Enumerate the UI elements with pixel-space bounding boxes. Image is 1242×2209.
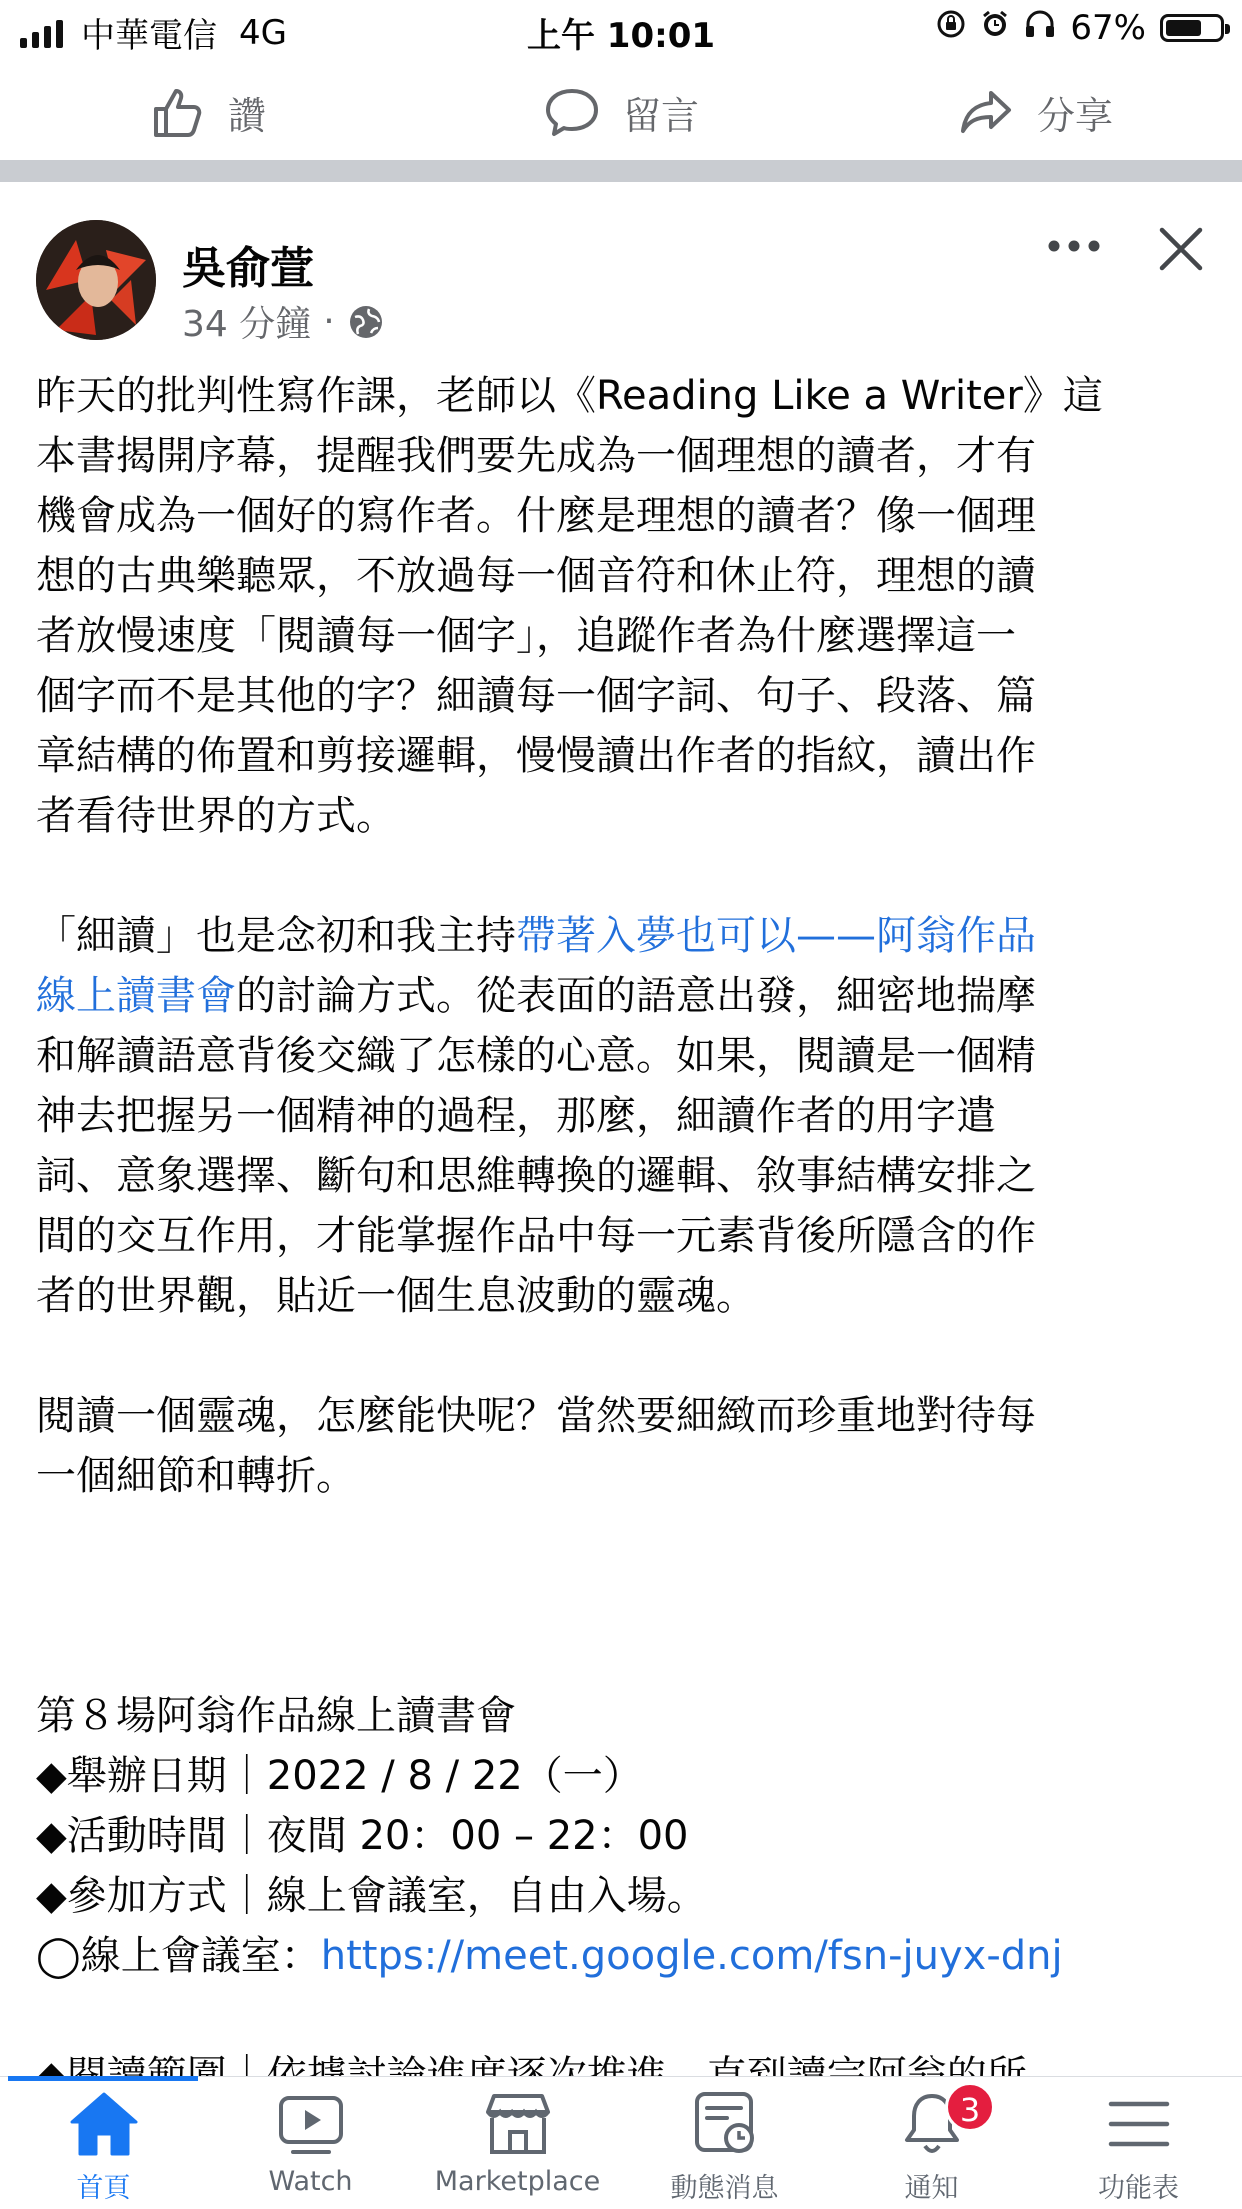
- battery-fill: [1166, 20, 1201, 36]
- text-line: 者看待世界的方式。: [36, 793, 396, 839]
- more-options-icon[interactable]: [1046, 226, 1102, 266]
- close-icon[interactable]: [1156, 224, 1206, 274]
- text-line: 機會成為一個好的寫作者。什麼是理想的讀者？像一個理: [36, 493, 1036, 539]
- tab-menu[interactable]: [1035, 2088, 1242, 2205]
- clock: 上午 10:01: [526, 16, 716, 56]
- event-time: ◆活動時間｜夜間 20：00 – 22：00: [36, 1813, 689, 1859]
- tab-label: Marketplace: [434, 2166, 601, 2197]
- status-bar: [0, 0, 1242, 62]
- reading-group-link-continued[interactable]: 線上讀書會: [36, 973, 236, 1019]
- text-line: 者放慢速度「閱讀每一個字」，追蹤作者為什麼選擇這一: [36, 613, 1016, 659]
- event-join-method: ◆參加方式｜線上會議室，自由入場。: [36, 1873, 707, 1919]
- headphones-icon: [1024, 9, 1056, 47]
- marketplace-icon: [480, 2088, 556, 2160]
- post-body: [36, 366, 1216, 2106]
- text-line: 者的世界觀，貼近一個生息波動的靈魂。: [36, 1273, 756, 1319]
- post-time[interactable]: 34 分鐘: [182, 304, 312, 345]
- tab-label: Watch: [268, 2166, 353, 2197]
- battery-percent: 67%: [1070, 8, 1146, 48]
- text-line: 昨天的批判性寫作課，老師以《Reading Like a Writer》這: [36, 373, 1103, 419]
- tab-label: 首頁: [76, 2173, 131, 2204]
- home-icon: [66, 2088, 142, 2160]
- comment-button[interactable]: [414, 66, 828, 158]
- meta-separator: ·: [323, 301, 335, 342]
- tab-feeds[interactable]: [621, 2088, 828, 2205]
- share-button[interactable]: [828, 66, 1242, 158]
- like-button[interactable]: [0, 66, 414, 158]
- comment-icon: [543, 83, 601, 141]
- network-type: 4G: [239, 12, 287, 53]
- tab-watch[interactable]: [207, 2088, 414, 2197]
- alarm-icon: [980, 9, 1010, 47]
- notification-badge: 3: [945, 2082, 995, 2132]
- post-meta: [182, 296, 385, 347]
- battery-icon: [1160, 14, 1224, 42]
- reading-group-link[interactable]: 帶著入夢也可以——阿翁作品: [516, 913, 1036, 959]
- text-line: [36, 966, 1216, 1026]
- event-date: ◆舉辦日期｜2022 / 8 / 22（一）: [36, 1753, 643, 1799]
- tab-label: 動態消息: [670, 2173, 779, 2204]
- meeting-link[interactable]: https://meet.google.com/fsn-juyx-dnj: [320, 1933, 1063, 1979]
- watch-icon: [273, 2088, 349, 2160]
- carrier-name: 中華電信: [81, 16, 217, 56]
- globe-icon: [347, 303, 385, 341]
- tab-label: 功能表: [1098, 2173, 1179, 2204]
- tab-label: 通知: [904, 2173, 959, 2204]
- author-name[interactable]: 吳俞萱: [182, 243, 314, 294]
- text-line: 間的交互作用，才能掌握作品中每一元素背後所隱含的作: [36, 1213, 1036, 1259]
- thumbs-up-icon: [148, 83, 206, 141]
- avatar[interactable]: [36, 220, 156, 340]
- text-line: 神去把握另一個精神的過程，那麼，細讀作者的用字遣: [36, 1093, 996, 1139]
- text-line: 一個細節和轉折。: [36, 1453, 356, 1499]
- feeds-icon: [687, 2088, 763, 2160]
- meeting-line: [36, 1926, 1216, 1986]
- text-segment: 的討論方式。從表面的語意出發，細密地揣摩: [236, 973, 1036, 1019]
- rotation-lock-icon: [936, 9, 966, 47]
- post-action-bar: [0, 66, 1242, 158]
- status-right: [936, 8, 1224, 48]
- text-line: 詞、意象選擇、斷句和思維轉換的邏輯、敘事結構安排之: [36, 1153, 1036, 1199]
- tab-notifications[interactable]: [828, 2088, 1035, 2205]
- active-tab-indicator: [8, 2076, 198, 2081]
- text-line: 章結構的佈置和剪接邏輯，慢慢讀出作者的指紋，讀出作: [36, 733, 1036, 779]
- share-label: 分享: [1036, 93, 1113, 138]
- text-line: 個字而不是其他的字？細讀每一個字詞、句子、段落、篇: [36, 673, 1036, 719]
- text-line: 閱讀一個靈魂，怎麼能快呢？當然要細緻而珍重地對待每: [36, 1393, 1036, 1439]
- comment-label: 留言: [622, 93, 699, 138]
- event-title: 第８場阿翁作品線上讀書會: [36, 1693, 516, 1739]
- menu-icon: [1101, 2088, 1177, 2160]
- like-label: 讚: [227, 93, 266, 138]
- avatar-image: [36, 220, 156, 340]
- tab-marketplace[interactable]: [414, 2088, 621, 2197]
- text-line: 和解讀語意背後交織了怎樣的心意。如果，閱讀是一個精: [36, 1033, 1036, 1079]
- share-icon: [957, 83, 1015, 141]
- tab-home[interactable]: [0, 2088, 207, 2205]
- text-line: [36, 906, 1216, 966]
- text-segment: 「細讀」也是念初和我主持: [36, 913, 516, 959]
- text-line: 想的古典樂聽眾，不放過每一個音符和休止符，理想的讀: [36, 553, 1036, 599]
- meeting-label: ◯線上會議室：: [36, 1933, 321, 1979]
- text-line: 本書揭開序幕，提醒我們要先成為一個理想的讀者，才有: [36, 433, 1036, 479]
- section-divider: [0, 160, 1242, 182]
